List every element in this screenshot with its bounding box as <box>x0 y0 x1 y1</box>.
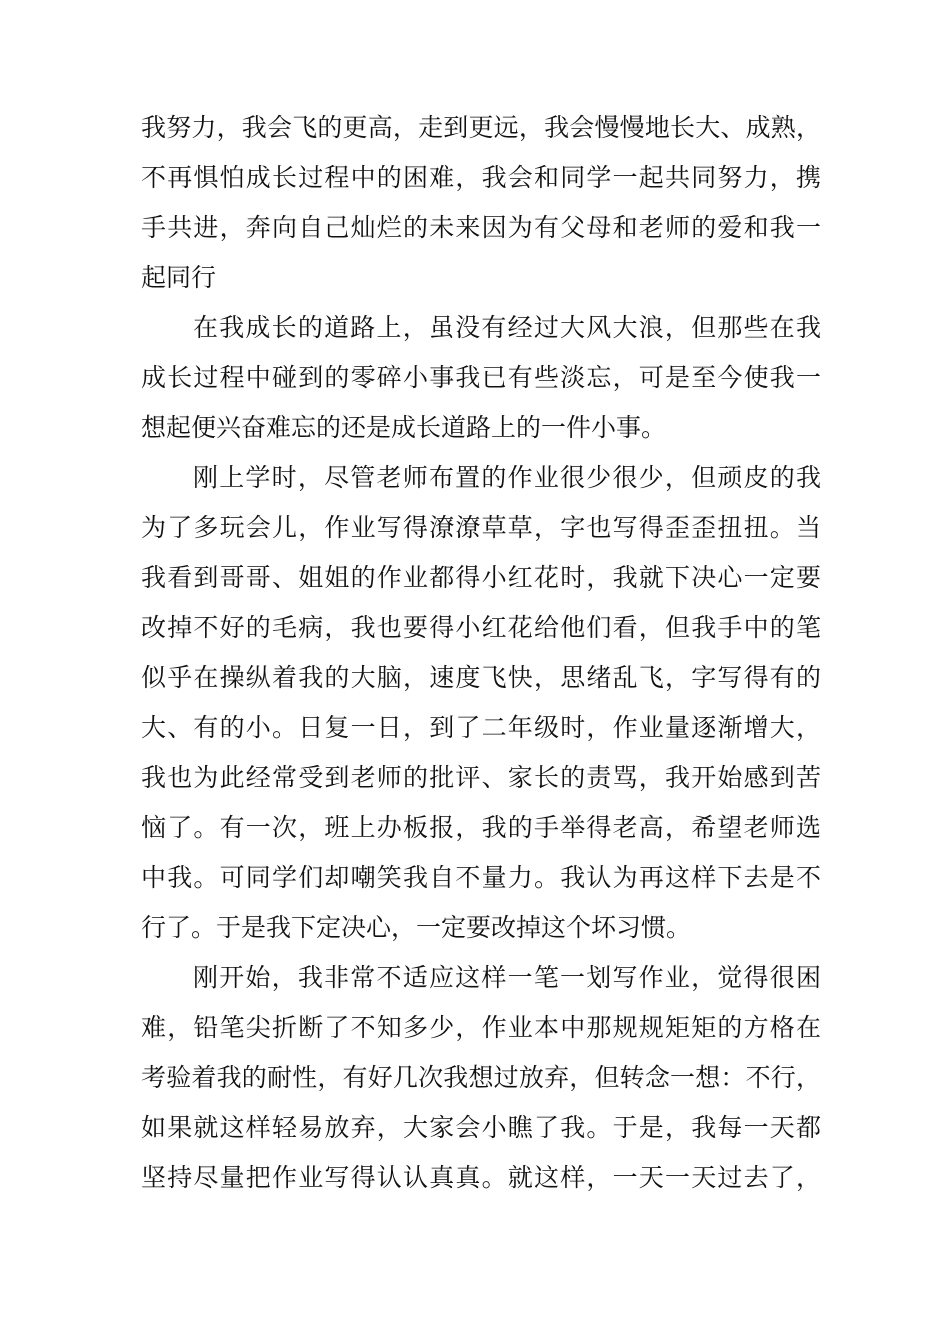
text-line: 起同行 <box>141 263 217 292</box>
text-line: 不再惧怕成长过程中的困难，我会和同学一起共同努力，携 <box>141 163 821 192</box>
text-line: 坚持尽量把作业写得认认真真。就这样，一天一天过去了， <box>141 1163 821 1192</box>
text-line: 似乎在操纵着我的大脑，速度飞快，思绪乱飞，字写得有的 <box>141 663 821 692</box>
text-line: 行了。于是我下定决心，一定要改掉这个坏习惯。 <box>141 913 692 942</box>
text-line: 改掉不好的毛病，我也要得小红花给他们看，但我手中的笔 <box>141 613 821 642</box>
text-line: 如果就这样轻易放弃，大家会小瞧了我。于是，我每一天都 <box>141 1113 821 1142</box>
text-line: 为了多玩会儿，作业写得潦潦草草，字也写得歪歪扭扭。当 <box>141 513 821 542</box>
document-body <box>141 103 821 1203</box>
text-line: 考验着我的耐性，有好几次我想过放弃，但转念一想：不行， <box>141 1063 821 1092</box>
text-line: 我也为此经常受到老师的批评、家长的责骂，我开始感到苦 <box>141 763 821 792</box>
text-line: 刚上学时，尽管老师布置的作业很少很少，但顽皮的我 <box>193 463 821 492</box>
text-line: 难，铅笔尖折断了不知多少，作业本中那规规矩矩的方格在 <box>141 1013 821 1042</box>
text-line: 想起便兴奋难忘的还是成长道路上的一件小事。 <box>141 413 667 442</box>
text-line: 手共进，奔向自己灿烂的未来因为有父母和老师的爱和我一 <box>141 213 821 242</box>
text-line: 大、有的小。日复一日，到了二年级时，作业量逐渐增大， <box>141 713 821 742</box>
text-line: 我努力，我会飞的更高，走到更远，我会慢慢地长大、成熟， <box>141 113 821 142</box>
text-line: 刚开始，我非常不适应这样一笔一划写作业，觉得很困 <box>193 963 821 992</box>
text-line: 在我成长的道路上，虽没有经过大风大浪，但那些在我 <box>193 313 821 342</box>
text-line: 我看到哥哥、姐姐的作业都得小红花时，我就下决心一定要 <box>141 563 821 592</box>
text-line: 恼了。有一次，班上办板报，我的手举得老高，希望老师选 <box>141 813 821 842</box>
text-line: 中我。可同学们却嘲笑我自不量力。我认为再这样下去是不 <box>141 863 821 892</box>
text-line: 成长过程中碰到的零碎小事我已有些淡忘，可是至今使我一 <box>141 363 821 392</box>
